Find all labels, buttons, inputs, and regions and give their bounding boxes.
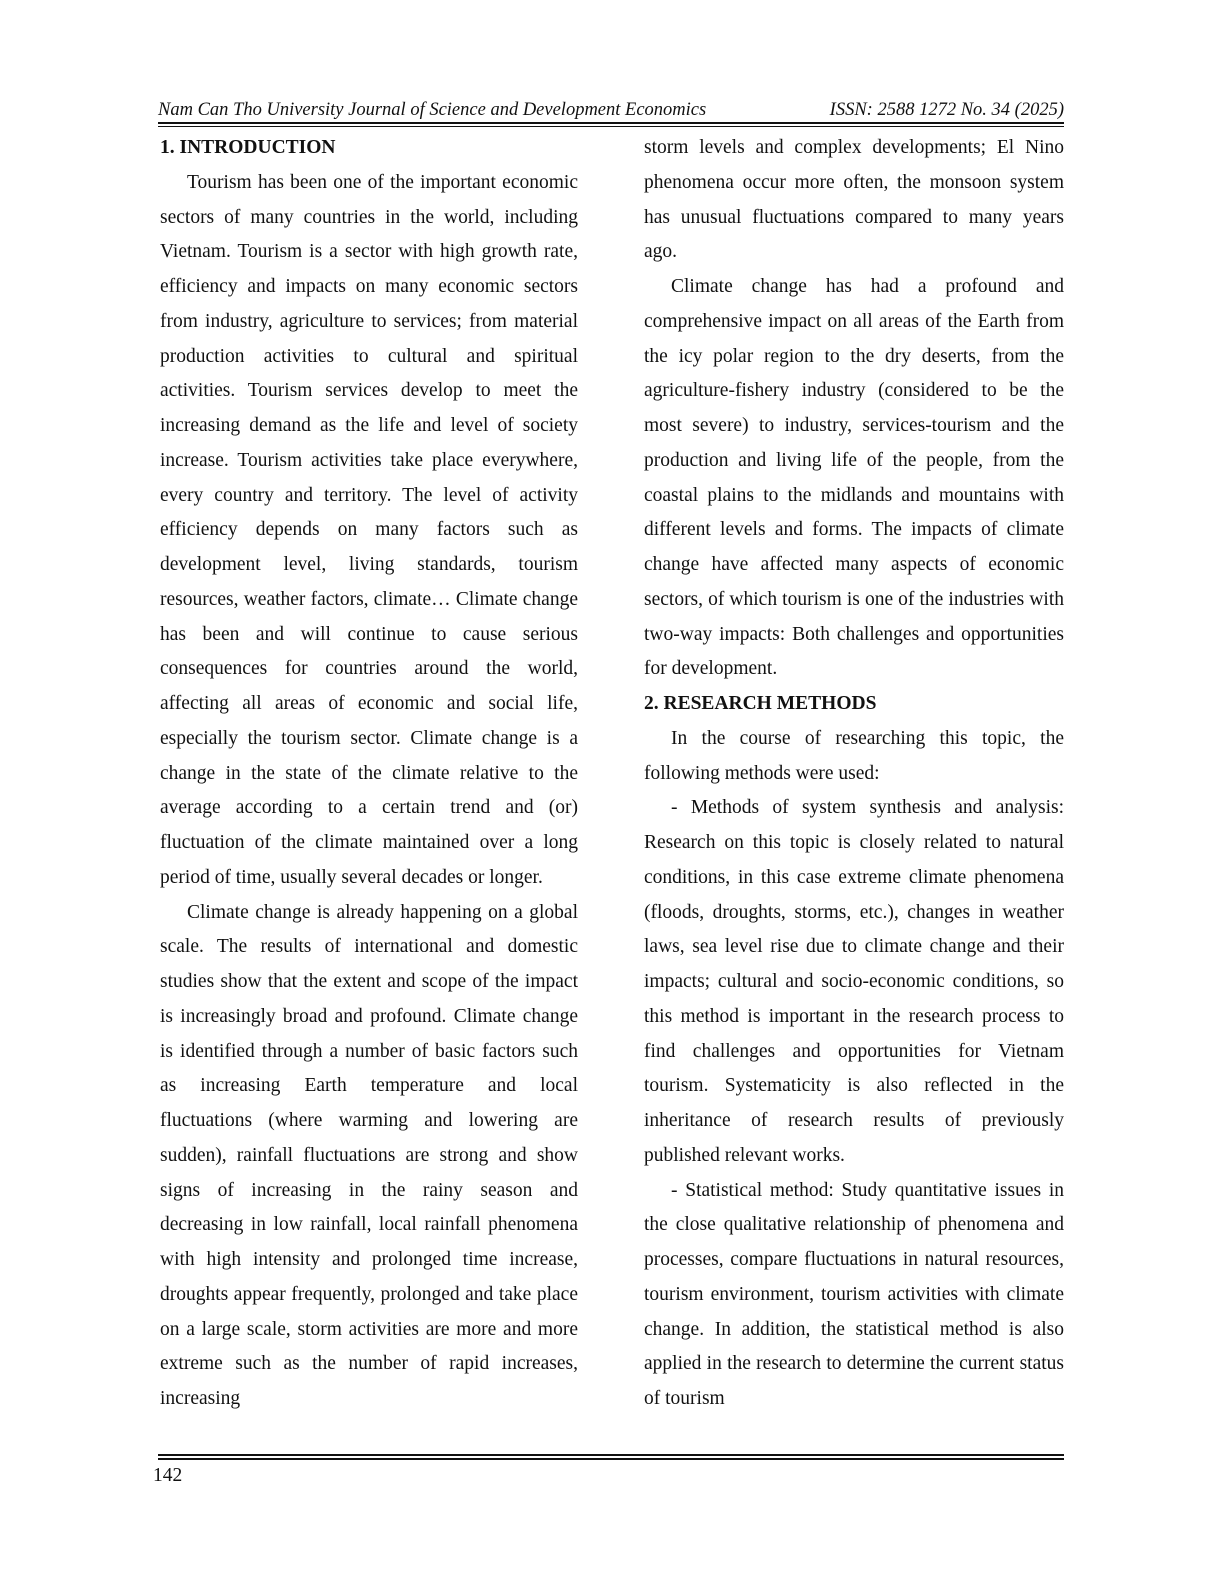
footer-rule	[158, 1454, 1064, 1460]
running-header	[158, 98, 1064, 122]
right-column	[644, 131, 1064, 1417]
paragraph-continuation: storm levels and complex developments; El Nino phenomena occur more often, the monsoon system has unusual fluctuations compared to many years ago.	[644, 137, 1064, 263]
issn-issue: ISSN: 2588 1272 No. 34 (2025)	[829, 100, 1064, 120]
header-rule	[158, 122, 1064, 127]
paragraph: In the course of researching this topic, the following methods were used:	[644, 727, 1064, 784]
page-number: 142	[153, 1465, 183, 1486]
paragraph: Climate change has had a profound and comprehensive impact on all areas of the Earth from the icy polar region to the dry deserts, from the agriculture-fishery industry (considered to be the most severe) to industry, services-tourism and the production and living life of the people, from the coastal plains to the midlands and mountains with different levels and forms. The impacts of climate change have affected many aspects of economic sectors, of which tourism is one of the industries with two-way impacts: Both challenges and opportunities for development.	[644, 276, 1064, 680]
section-heading-research-methods: 2. RESEARCH METHODS	[644, 693, 877, 714]
paragraph: Climate change is already happening on a global scale. The results of international and domestic studies show that the extent and scope of the impact is increasingly broad and profound. Climate change is identified through a number of basic factors such as increasing Earth temperature and local fluctuations (where warming and lowering are sudden), rainfall fluctuations are strong and show signs of increasing in the rainy season and decreasing in low rainfall, local rainfall phenomena with high intensity and prolonged time increase, droughts appear frequently, prolonged and take place on a large scale, storm activities are more and more extreme such as the number of rapid increases, increasing	[160, 901, 578, 1409]
paragraph: - Methods of system synthesis and analysis: Research on this topic is closely related to natural conditions, in this case extreme climate phenomena (floods, droughts, storms, etc.), changes in weather laws, sea level rise due to climate change and their impacts; cultural and socio-economic conditions, so this method is important in the research process to find challenges and opportunities for Vietnam tourism. Systematicity is also reflected in the inheritance of research results of previously published relevant works.	[644, 797, 1064, 1166]
section-heading-introduction: 1. INTRODUCTION	[160, 137, 336, 158]
paragraph: Tourism has been one of the important economic sectors of many countries in the world, including Vietnam. Tourism is a sector with high growth rate, efficiency and impacts on many economic sectors from industry, agriculture to services; from material production activities to cultural and spiritual activities. Tourism services develop to meet the increasing demand as the life and level of society increase. Tourism activities take place everywhere, every country and territory. The level of activity efficiency depends on many factors such as development level, living standards, tourism resources, weather factors, climate… Climate change has been and will continue to cause serious consequences for countries around the world, affecting all areas of economic and social life, especially the tourism sector. Climate change is a change in the state of the climate relative to the average according to a certain trend and (or) fluctuation of the climate maintained over a long period of time, usually several decades or longer.	[160, 171, 578, 888]
journal-title: Nam Can Tho University Journal of Science and Development Economics	[158, 100, 707, 120]
left-column	[160, 131, 578, 1417]
paragraph: - Statistical method: Study quantitative issues in the close qualitative relationship of phenomena and processes, compare fluctuations in natural resources, tourism environment, tourism activities with climate change. In addition, the statistical method is also applied in the research to determine the current status of tourism	[644, 1179, 1064, 1409]
